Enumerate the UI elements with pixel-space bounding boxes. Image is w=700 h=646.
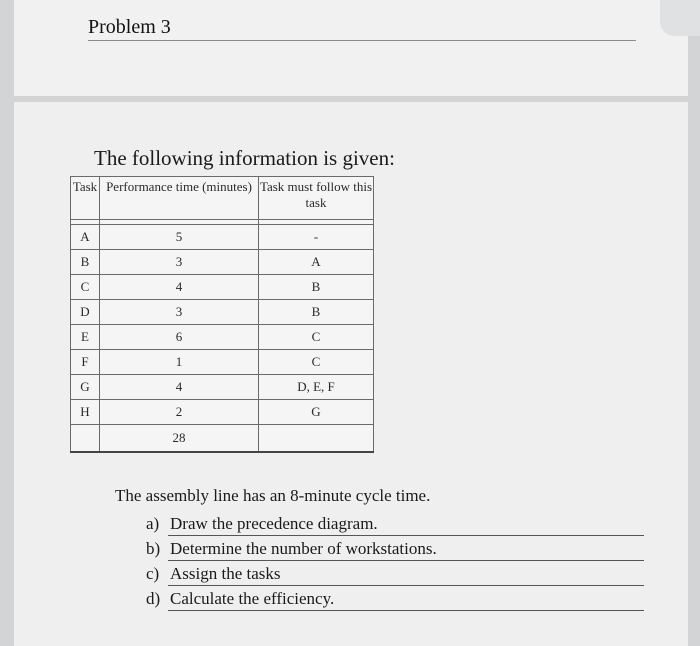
header-predecessor: Task must follow this task [259,177,374,220]
task-cell: B [71,250,100,275]
time-cell: 6 [100,325,259,350]
table-row [71,225,374,250]
task-cell: E [71,325,100,350]
task-cell: C [71,275,100,300]
question-letter: b) [146,539,161,558]
page-edge-tab [660,0,700,36]
question-text: Determine the number of workstations. [170,539,437,558]
question-item [146,514,644,539]
task-cell: H [71,400,100,425]
question-item [146,589,644,614]
task-cell: G [71,375,100,400]
question-letter: a) [146,514,160,533]
predecessor-cell: B [259,275,374,300]
table-row [71,400,374,425]
table-row [71,300,374,325]
time-cell: 2 [100,400,259,425]
answer-line [168,585,644,586]
predecessor-cell: C [259,350,374,375]
time-cell: 4 [100,275,259,300]
question-item [146,539,644,564]
time-cell: 1 [100,350,259,375]
title-underline [88,40,636,41]
question-text: Calculate the efficiency. [170,589,335,608]
time-cell: 3 [100,250,259,275]
cycle-time-statement: The assembly line has an 8-minute cycle time. [115,486,431,505]
header-task: Task [71,177,100,220]
question-item [146,564,644,589]
question-letter: c) [146,564,160,583]
predecessor-cell: B [259,300,374,325]
question-list [146,514,644,614]
table-row [71,350,374,375]
table-row [71,325,374,350]
table-row [71,375,374,400]
table-total-row [71,425,374,453]
predecessor-cell: A [259,250,374,275]
table-header-row [71,177,374,220]
task-cell: F [71,350,100,375]
total-task-cell [71,425,100,453]
answer-line [168,535,644,536]
task-cell: D [71,300,100,325]
question-text: Assign the tasks [170,564,281,583]
question-text: Draw the precedence diagram. [170,514,378,533]
header-card [14,0,688,96]
time-cell: 5 [100,225,259,250]
predecessor-cell: C [259,325,374,350]
intro-text: The following information is given: [94,146,395,170]
predecessor-cell: D, E, F [259,375,374,400]
answer-line [168,610,644,611]
problem-title: Problem 3 [88,16,171,38]
predecessor-cell: - [259,225,374,250]
header-performance-time: Performance time (minutes) [100,177,259,220]
table-row [71,275,374,300]
total-time-cell: 28 [100,425,259,453]
time-cell: 4 [100,375,259,400]
task-cell: A [71,225,100,250]
table-row [71,250,374,275]
time-cell: 3 [100,300,259,325]
answer-line [168,560,644,561]
total-predecessor-cell [259,425,374,453]
predecessor-cell: G [259,400,374,425]
task-table [70,176,374,453]
question-letter: d) [146,589,161,608]
